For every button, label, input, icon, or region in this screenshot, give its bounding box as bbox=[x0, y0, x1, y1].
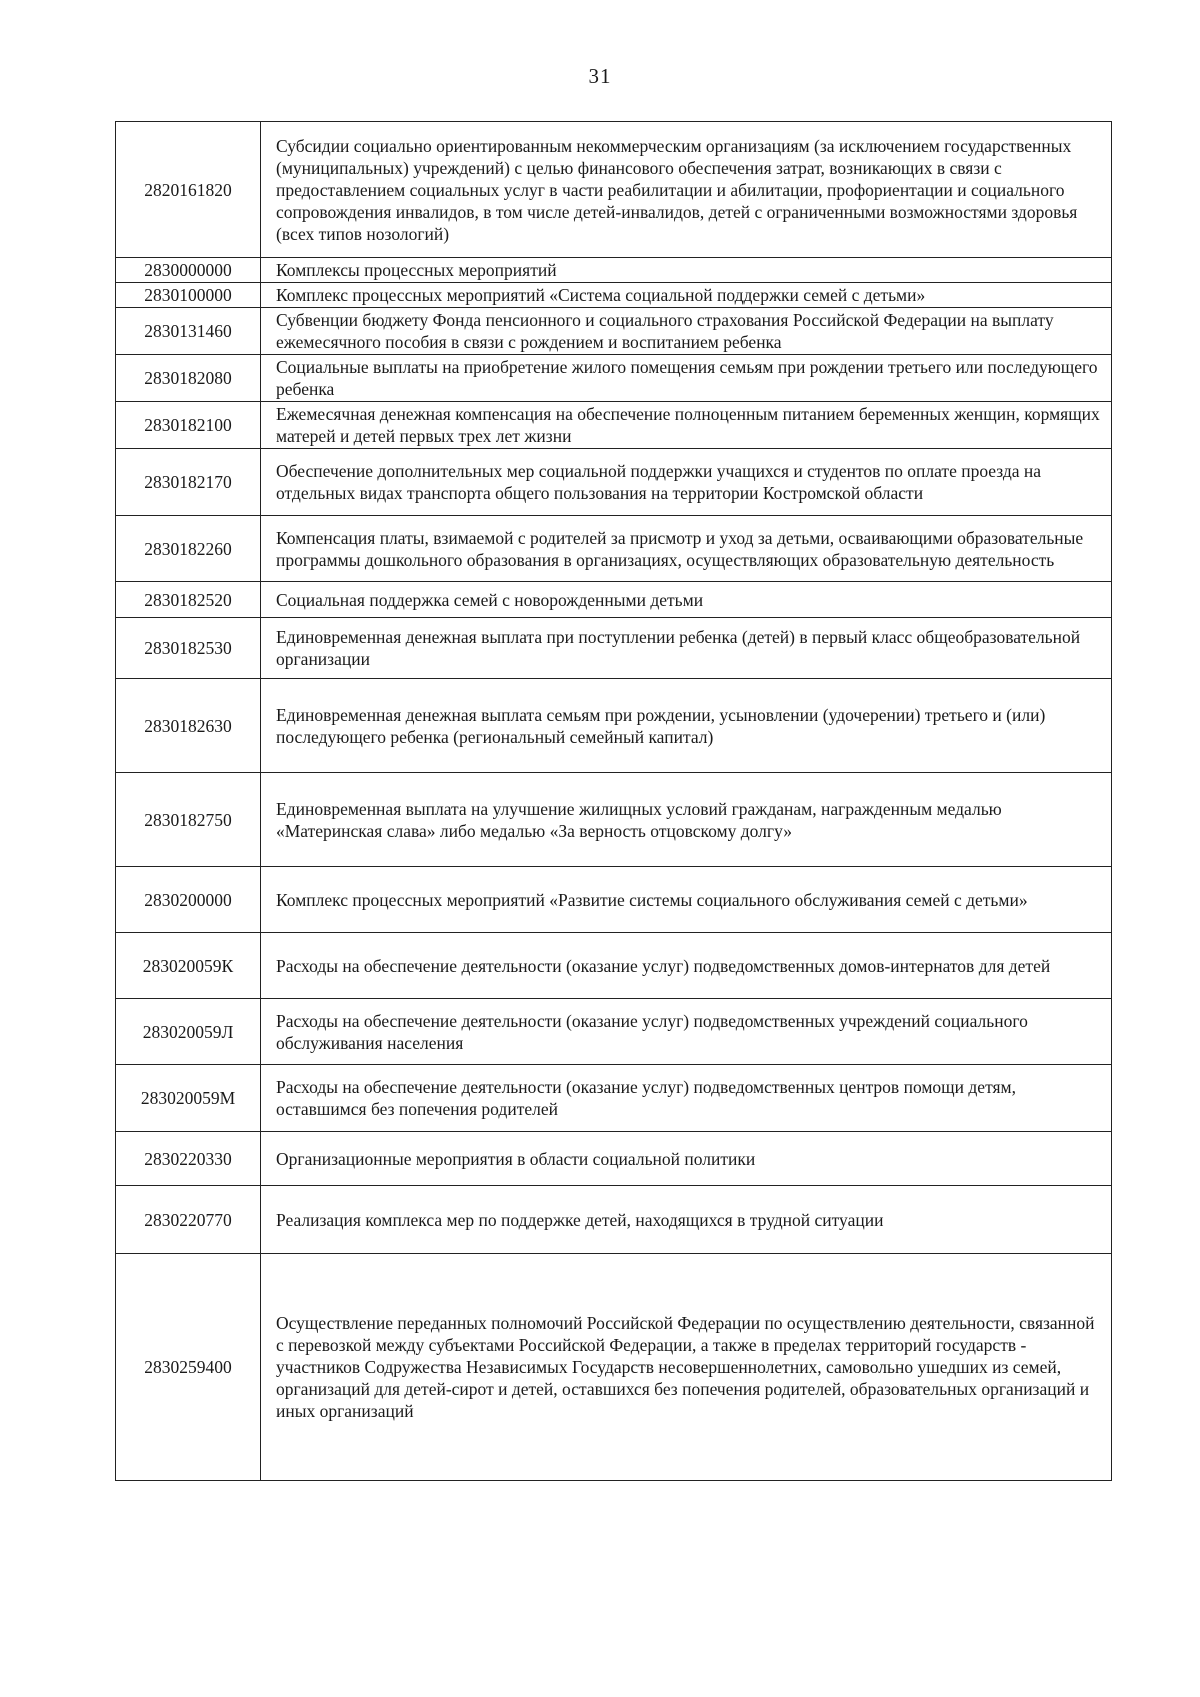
expense-description: Организационные мероприятия в области социальной политики bbox=[261, 1132, 1112, 1186]
table-row bbox=[116, 679, 1112, 773]
table-row bbox=[116, 933, 1112, 999]
expense-description: Ежемесячная денежная компенсация на обеспечение полноценным питанием беременных женщин, кормящих матерей и детей первых трех лет жизни bbox=[261, 402, 1112, 449]
table-row bbox=[116, 355, 1112, 402]
expense-description: Субсидии социально ориентированным некоммерческим организациям (за исключением государственных (муниципальных) учреждений) с целью финансового обеспечения затрат, возникающих в связи с предоставлением социальных услуг в части реабилитации и абилитации, профориентации и социального сопровождения инвалидов, в том числе детей-инвалидов, детей с ограниченными возможностями здоровья (всех типов нозологий) bbox=[261, 122, 1112, 258]
table-row bbox=[116, 1186, 1112, 1254]
table-row bbox=[116, 402, 1112, 449]
classification-code: 2830200000 bbox=[116, 867, 261, 933]
expense-description: Комплексы процессных мероприятий bbox=[261, 258, 1112, 283]
table-row bbox=[116, 1065, 1112, 1132]
table-row bbox=[116, 999, 1112, 1065]
expense-description: Обеспечение дополнительных мер социальной поддержки учащихся и студентов по оплате проезда на отдельных видах транспорта общего пользования на территории Костромской области bbox=[261, 449, 1112, 516]
table-row bbox=[116, 449, 1112, 516]
classification-code: 283020059Л bbox=[116, 999, 261, 1065]
table-row bbox=[116, 283, 1112, 308]
expense-description: Единовременная денежная выплата при поступлении ребенка (детей) в первый класс общеобразовательной организации bbox=[261, 618, 1112, 679]
expense-description: Единовременная денежная выплата семьям при рождении, усыновлении (удочерении) третьего и (или) последующего ребенка (региональный семейный капитал) bbox=[261, 679, 1112, 773]
classification-code: 283020059К bbox=[116, 933, 261, 999]
classification-code: 2830220770 bbox=[116, 1186, 261, 1254]
expense-description: Реализация комплекса мер по поддержке детей, находящихся в трудной ситуации bbox=[261, 1186, 1112, 1254]
classification-code: 2830182520 bbox=[116, 582, 261, 618]
expense-description: Социальная поддержка семей с новорожденными детьми bbox=[261, 582, 1112, 618]
page-number: 31 bbox=[588, 64, 612, 88]
expense-description: Расходы на обеспечение деятельности (оказание услуг) подведомственных домов-интернатов для детей bbox=[261, 933, 1112, 999]
table-body bbox=[116, 122, 1112, 1481]
classification-code: 2830100000 bbox=[116, 283, 261, 308]
expense-description: Единовременная выплата на улучшение жилищных условий гражданам, награжденным медалью «Материнская слава» либо медалью «За верность отцовскому долгу» bbox=[261, 773, 1112, 867]
table-row bbox=[116, 1132, 1112, 1186]
table-row bbox=[116, 1254, 1112, 1481]
classification-code: 2820161820 bbox=[116, 122, 261, 258]
expense-description: Социальные выплаты на приобретение жилого помещения семьям при рождении третьего или последующего ребенка bbox=[261, 355, 1112, 402]
expense-description: Расходы на обеспечение деятельности (оказание услуг) подведомственных учреждений социального обслуживания населения bbox=[261, 999, 1112, 1065]
table-row bbox=[116, 582, 1112, 618]
budget-codes-table bbox=[115, 121, 1112, 1481]
classification-code: 2830182530 bbox=[116, 618, 261, 679]
expense-description: Комплекс процессных мероприятий «Система социальной поддержки семей с детьми» bbox=[261, 283, 1112, 308]
table-row bbox=[116, 258, 1112, 283]
classification-code: 2830182080 bbox=[116, 355, 261, 402]
table-row bbox=[116, 122, 1112, 258]
expense-description: Комплекс процессных мероприятий «Развитие системы социального обслуживания семей с детьми» bbox=[261, 867, 1112, 933]
classification-code: 2830000000 bbox=[116, 258, 261, 283]
expense-description: Расходы на обеспечение деятельности (оказание услуг) подведомственных центров помощи детям, оставшимся без попечения родителей bbox=[261, 1065, 1112, 1132]
table-row bbox=[116, 618, 1112, 679]
expense-description: Компенсация платы, взимаемой с родителей за присмотр и уход за детьми, осваивающими образовательные программы дошкольного образования в организациях, осуществляющих образовательную деятельность bbox=[261, 516, 1112, 582]
classification-code: 2830182750 bbox=[116, 773, 261, 867]
expense-description: Субвенции бюджету Фонда пенсионного и социального страхования Российской Федерации на выплату ежемесячного пособия в связи с рождением и воспитанием ребенка bbox=[261, 308, 1112, 355]
classification-code: 2830131460 bbox=[116, 308, 261, 355]
classification-code: 283020059М bbox=[116, 1065, 261, 1132]
table-row bbox=[116, 773, 1112, 867]
classification-code: 2830182630 bbox=[116, 679, 261, 773]
classification-code: 2830182100 bbox=[116, 402, 261, 449]
table-row bbox=[116, 867, 1112, 933]
table-row bbox=[116, 516, 1112, 582]
classification-code: 2830220330 bbox=[116, 1132, 261, 1186]
classification-code: 2830182260 bbox=[116, 516, 261, 582]
expense-description: Осуществление переданных полномочий Российской Федерации по осуществлению деятельности, связанной с перевозкой между субъектами Российской Федерации, а также в пределах территорий государств - участников Содружества Независимых Государств несовершеннолетних, самовольно ушедших из семей, организаций для детей-сирот и детей, оставшихся без попечения родителей, образовательных организаций и иных организаций bbox=[261, 1254, 1112, 1481]
classification-code: 2830182170 bbox=[116, 449, 261, 516]
table-row bbox=[116, 308, 1112, 355]
classification-code: 2830259400 bbox=[116, 1254, 261, 1481]
